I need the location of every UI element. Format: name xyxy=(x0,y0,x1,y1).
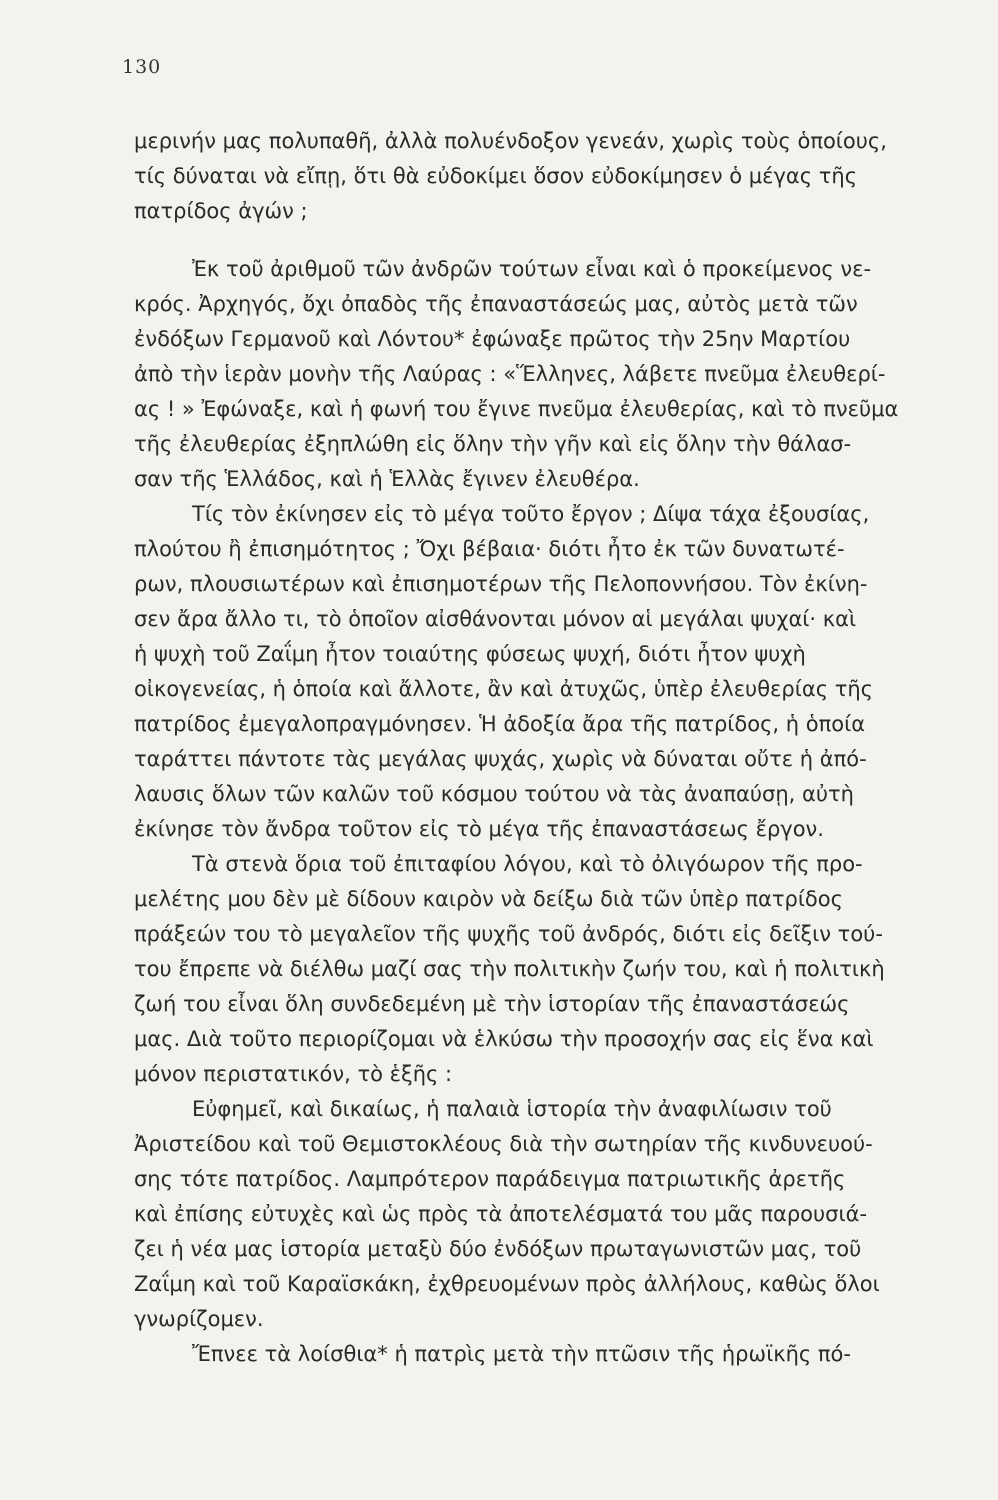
paragraph-gap xyxy=(134,229,998,252)
text-line: Ἐκ τοῦ ἀριθμοῦ τῶν ἀνδρῶν τούτων εἶναι καὶ ὁ προκείμενος νε- xyxy=(192,257,872,281)
text-line: ταράττει πάντοτε τὰς μεγάλας ψυχάς, χωρὶς νὰ δύναται οὔτε ἡ ἀπό- xyxy=(134,747,867,771)
page-number: 130 xyxy=(122,56,162,78)
text-line: Τίς τὸν ἐκίνησεν εἰς τὸ μέγα τοῦτο ἔργον ; Δίψα τάχα ἐξουσίας, xyxy=(192,502,870,526)
text-line: σης τότε πατρίδος. Λαμπρότερον παράδειγμα πατριωτικῆς ἀρετῆς xyxy=(134,1167,846,1191)
text-line: ἐκίνησε τὸν ἄνδρα τοῦτον εἰς τὸ μέγα τῆς ἐπαναστάσεως ἔργον. xyxy=(134,817,824,841)
text-line: μελέτης μου δὲν μὲ δίδουν καιρὸν νὰ δείξω διὰ τῶν ὑπὲρ πατρίδος xyxy=(134,887,843,911)
text-line: ας ! » Ἐφώναξε, καὶ ἡ φωνή του ἔγινε πνεῦμα ἐλευθερίας, καὶ τὸ πνεῦμα xyxy=(134,397,899,421)
text-line: Εὐφημεῖ, καὶ δικαίως, ἡ παλαιὰ ἱστορία τὴν ἀναφιλίωσιν τοῦ xyxy=(192,1097,832,1121)
text-line: Ἀριστείδου καὶ τοῦ Θεμιστοκλέους διὰ τὴν σωτηρίαν τῆς κινδυνευού- xyxy=(134,1132,873,1156)
text-line: ἡ ψυχὴ τοῦ Ζαΐμη ἦτον τοιαύτης φύσεως ψυχή, διότι ἦτον ψυχὴ xyxy=(134,642,806,666)
text-line: Ἔπνεε τὰ λοίσθια* ἡ πατρὶς μετὰ τὴν πτῶσιν τῆς ἡρωϊκῆς πό- xyxy=(192,1342,851,1366)
text-line: Ζαΐμη καὶ τοῦ Καραϊσκάκη, ἐχθρευομένων πρὸς ἀλλήλους, καθὼς ὅλοι xyxy=(134,1272,880,1296)
text-line: ἐνδόξων Γερμανοῦ καὶ Λόντου* ἐφώναξε πρῶτος τὴν 25ην Μαρτίου xyxy=(134,327,851,351)
text-line: ζωή του εἶναι ὅλη συνδεδεμένη μὲ τὴν ἱστορίαν τῆς ἐπαναστάσεώς xyxy=(134,992,850,1016)
text-line: καὶ ἐπίσης εὐτυχὲς καὶ ὡς πρὸς τὰ ἀποτελέσματά του μᾶς παρουσιά- xyxy=(134,1202,868,1226)
text-line: πατρίδος ἀγών ; xyxy=(134,199,308,223)
text-line: ζει ἡ νέα μας ἱστορία μεταξὺ δύο ἐνδόξων πρωταγωνιστῶν μας, τοῦ xyxy=(134,1237,862,1261)
text-line: οἰκογενείας, ἡ ὁποία καὶ ἄλλοτε, ἂν καὶ ἀτυχῶς, ὑπὲρ ἐλευθερίας τῆς xyxy=(134,677,873,701)
text-line: του ἔπρεπε νὰ διέλθω μαζί σας τὴν πολιτικὴν ζωήν του, καὶ ἡ πολιτικὴ xyxy=(134,957,885,981)
text-line: ἀπὸ τὴν ἱερὰν μονὴν τῆς Λαύρας : «Ἕλληνες, λάβετε πνεῦμα ἐλευθερί- xyxy=(134,362,886,386)
text-line: κρός. Ἀρχηγός, ὄχι ὀπαδὸς τῆς ἐπαναστάσεώς μας, αὐτὸς μετὰ τῶν xyxy=(134,292,858,316)
text-line: μόνον περιστατικόν, τὸ ἑξῆς : xyxy=(134,1062,453,1086)
text-line: Τὰ στενὰ ὅρια τοῦ ἐπιταφίου λόγου, καὶ τὸ ὀλιγόωρον τῆς προ- xyxy=(192,852,863,876)
text-line: τῆς ἐλευθερίας ἐξηπλώθη εἰς ὅλην τὴν γῆν καὶ εἰς ὅλην τὴν θάλασ- xyxy=(134,432,852,456)
text-line: γνωρίζομεν. xyxy=(134,1307,264,1331)
text-line: πράξεών του τὸ μεγαλεῖον τῆς ψυχῆς τοῦ ἀνδρός, διότι εἰς δεῖξιν τού- xyxy=(134,922,883,946)
text-line: πλούτου ἢ ἐπισημότητος ; Ὄχι βέβαια· διότι ἦτο ἐκ τῶν δυνατωτέ- xyxy=(134,537,845,561)
text-line: μας. Διὰ τοῦτο περιορίζομαι νὰ ἑλκύσω τὴν προσοχήν σας εἰς ἕνα καὶ xyxy=(134,1027,874,1051)
text-line: ρων, πλουσιωτέρων καὶ ἐπισημοτέρων τῆς Πελοποννήσου. Τὸν ἐκίνη- xyxy=(134,572,868,596)
text-line: μερινήν μας πολυπαθῆ, ἀλλὰ πολυένδοξον γενεάν, χωρὶς τοὺς ὁποίους, xyxy=(134,129,887,153)
text-line: τίς δύναται νὰ εἴπῃ, ὅτι θὰ εὐδοκίμει ὅσον εὐδοκίμησεν ὁ μέγας τῆς xyxy=(134,164,858,188)
text-line: πατρίδος ἐμεγαλοπραγμόνησεν. Ἡ ἀδοξία ἄρα τῆς πατρίδος, ἡ ὁποία xyxy=(134,712,866,736)
body-text xyxy=(134,124,998,1372)
text-line: σαν τῆς Ἑλλάδος, καὶ ἡ Ἑλλὰς ἔγινεν ἐλευθέρα. xyxy=(134,467,640,491)
text-line: σεν ἄρα ἄλλο τι, τὸ ὁποῖον αἰσθάνονται μόνον αἱ μεγάλαι ψυχαί· καὶ xyxy=(134,607,857,631)
text-line: λαυσις ὅλων τῶν καλῶν τοῦ κόσμου τούτου νὰ τὰς ἀναπαύσῃ, αὐτὴ xyxy=(134,782,854,806)
